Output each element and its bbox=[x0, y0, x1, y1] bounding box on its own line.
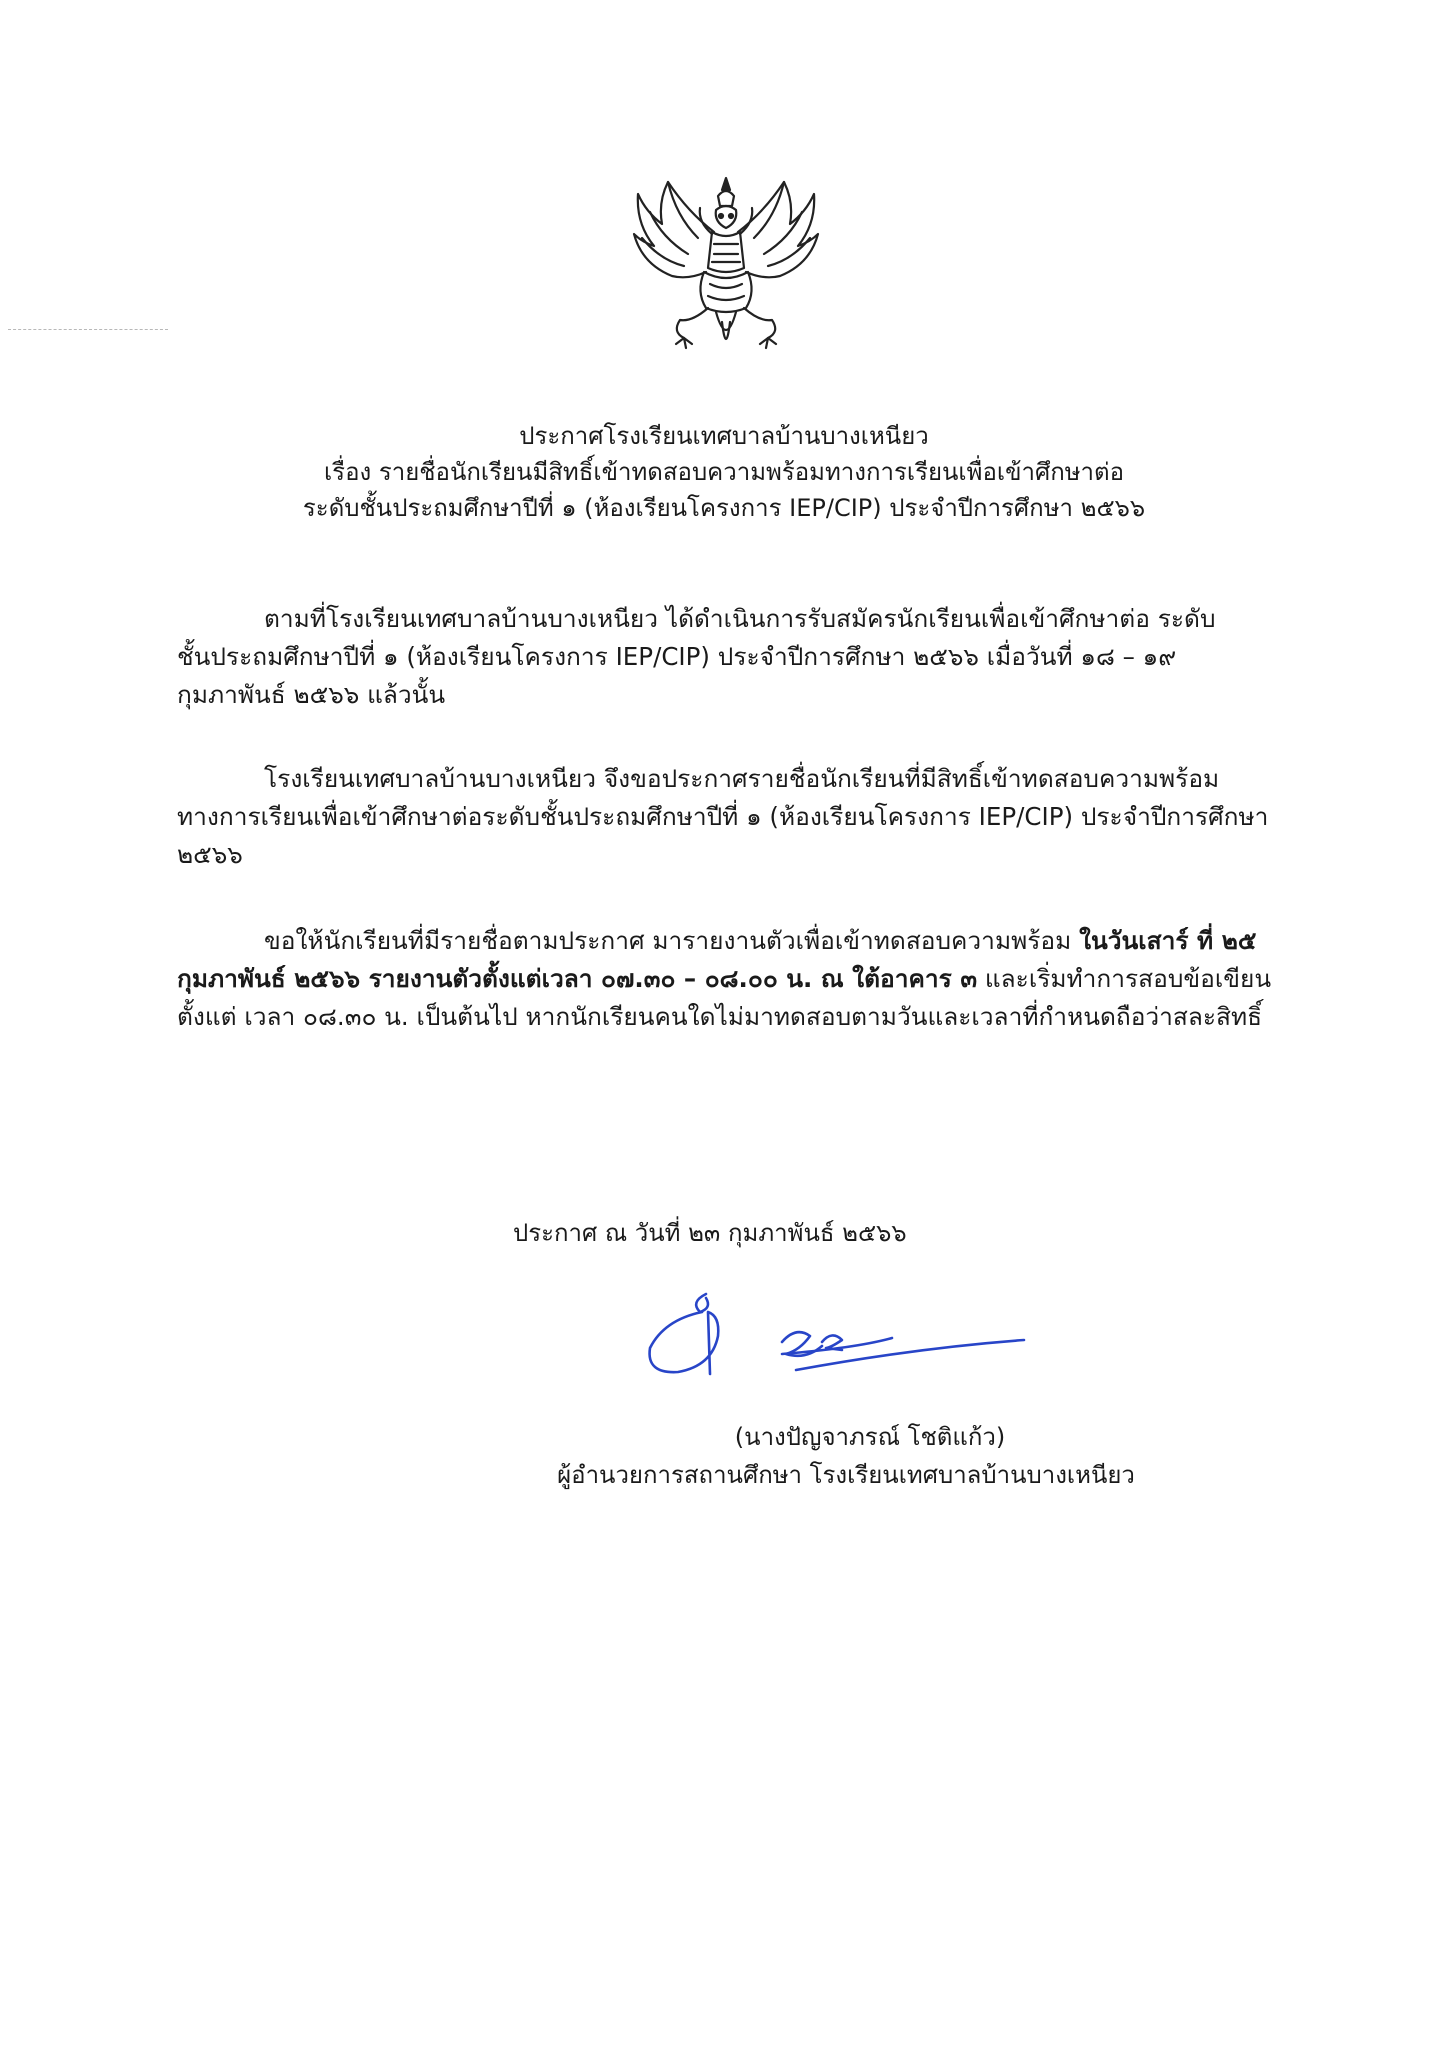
schedule-text: ขอให้นักเรียนที่มีรายชื่อตามประกาศ มารายงานตัวเพื่อเข้าทดสอบความพร้อม bbox=[264, 926, 1080, 955]
signer-position: ผู้อำนวยการสถานศึกษา โรงเรียนเทศบาลบ้านบางเหนียว bbox=[557, 1461, 1135, 1489]
paragraph-line: ชั้นประถมศึกษาปีที่ ๑ (ห้องเรียนโครงการ IEP/CIP) ประจำปีการศึกษา ๒๕๖๖ เมื่อวันที่ ๑๘ – ๑๙ bbox=[177, 642, 1177, 671]
heading-subject-continued: ระดับชั้นประถมศึกษาปีที่ ๑ (ห้องเรียนโครงการ IEP/CIP) ประจำปีการศึกษา ๒๕๖๖ bbox=[302, 494, 1146, 522]
heading-subject: เรื่อง รายชื่อนักเรียนมีสิทธิ์เข้าทดสอบความพร้อมทางการเรียนเพื่อเข้าศึกษาต่อ bbox=[323, 458, 1125, 486]
schedule-text: และเริ่มทำการสอบข้อเขียน bbox=[977, 964, 1272, 993]
signer-block bbox=[300, 1418, 1392, 1494]
paragraph-line: ตั้งแต่ เวลา ๐๘.๓๐ น. เป็นต้นไป หากนักเรียนคนใดไม่มาทดสอบตามวันและเวลาที่กำหนดถือว่าสละสิทธิ์ bbox=[177, 1002, 1263, 1031]
paragraph-line: ๒๕๖๖ bbox=[177, 840, 243, 869]
paragraph-registration bbox=[177, 600, 1287, 714]
handwritten-signature bbox=[636, 1290, 1036, 1386]
paragraph-line: กุมภาพันธ์ ๒๕๖๖ แล้วนั้น bbox=[177, 680, 446, 709]
report-time-emphasis: กุมภาพันธ์ ๒๕๖๖ รายงานตัวตั้งแต่เวลา ๐๗.๓๐ – ๐๘.๐๐ น. ณ ใต้อาคาร ๓ bbox=[177, 964, 978, 993]
exam-date-emphasis: ในวันเสาร์ ที่ ๒๕ bbox=[1079, 926, 1257, 955]
scan-margin-mark bbox=[8, 329, 168, 330]
heading-title: ประกาศโรงเรียนเทศบาลบ้านบางเหนียว bbox=[519, 422, 929, 450]
paragraph-line: ตามที่โรงเรียนเทศบาลบ้านบางเหนียว ได้ดำเนินการรับสมัครนักเรียนเพื่อเข้าศึกษาต่อ ระดับ bbox=[264, 604, 1216, 633]
paragraph-line: ทางการเรียนเพื่อเข้าศึกษาต่อระดับชั้นประถมศึกษาปีที่ ๑ (ห้องเรียนโครงการ IEP/CIP) ประจำปีการศึกษา bbox=[177, 802, 1269, 831]
garuda-emblem-icon bbox=[628, 172, 824, 362]
paragraph-line: โรงเรียนเทศบาลบ้านบางเหนียว จึงขอประกาศรายชื่อนักเรียนที่มีสิทธิ์เข้าทดสอบความพร้อม bbox=[264, 764, 1220, 793]
paragraph-announcement bbox=[177, 760, 1287, 874]
paragraph-exam-schedule bbox=[177, 922, 1287, 1036]
announcement-heading bbox=[180, 418, 1268, 526]
announced-date: ประกาศ ณ วันที่ ๒๓ กุมภาพันธ์ ๒๕๖๖ bbox=[513, 1219, 907, 1247]
paragraph-line bbox=[177, 922, 1287, 960]
signer-name: (นางปัญจาภรณ์ โชติแก้ว) bbox=[734, 1423, 1006, 1451]
paragraph-line bbox=[177, 960, 1287, 998]
